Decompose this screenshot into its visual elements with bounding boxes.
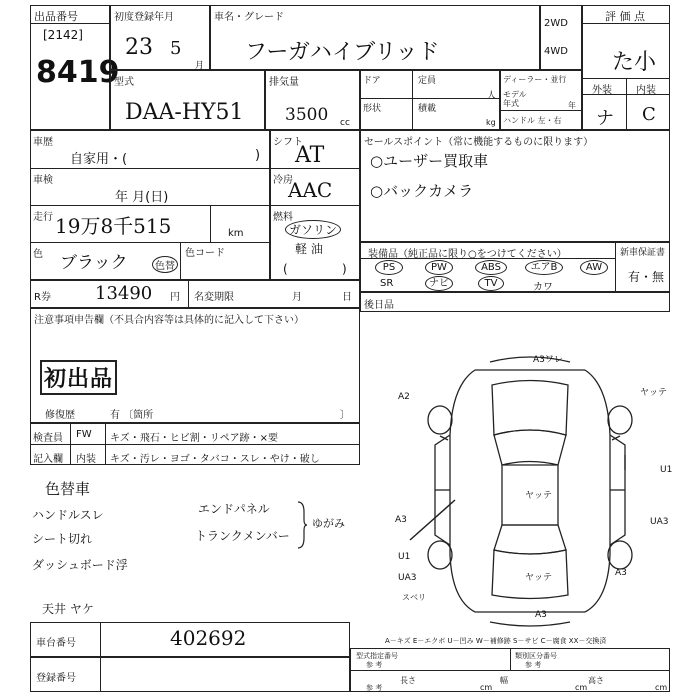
load-label: 積載 [418,104,437,114]
chassis-label: 車台番号 [36,638,76,649]
handle-label: ハンドル 左・右 [503,116,562,125]
later-box [360,292,670,312]
sales-point-1: ○ユーザー買取車 [370,152,489,170]
note-right-1: エンドパネル [198,502,270,516]
mark-slide: スベリ [402,593,426,602]
drive-4wd: 4WD [544,46,568,57]
inspector-label: 検査員 [33,433,63,444]
dealer-label: ディーラー・並行 [503,75,567,84]
mark-a3-crack: A3ワレ [533,355,563,365]
equipment-label: 装備品（純正品に限り○をつけてください） [368,249,567,260]
load-unit: kg [486,118,496,127]
equip-pw: PW [425,260,453,275]
name-label: 車名・グレード [214,12,284,23]
mark-yatte-trunk: ヤッテ [525,573,553,583]
note-bottom: 天井 ヤケ [42,602,94,616]
note-line-3: シート切れ [32,532,93,546]
shift-value: AT [295,143,325,168]
equip-ps: PS [375,260,403,275]
fuel-gasoline: ガソリン [285,220,341,239]
repair-value: 有 〔箇所 [110,410,154,421]
brace-icon [296,500,308,550]
history-close: ) [255,148,261,163]
shift-label: シフト [273,137,303,148]
disp-unit: cc [340,118,350,128]
fuel-diesel: 軽 油 [295,242,323,256]
warranty-label: 新車保証書 [620,248,666,258]
mark-ua3-right: UA3 [650,517,669,527]
equip-abs: ABS [475,260,507,275]
mark-yatte-1: ヤッテ [640,388,668,398]
dim-ref: 参 考 [366,684,383,692]
drive-2wd: 2WD [544,18,568,29]
lot-label: 出品番号 [34,10,78,23]
equip-airbag: エアB [525,260,563,275]
fw-label: FW [76,429,92,440]
deadline-day: 日 [342,292,352,303]
equip-leather: カワ [533,282,553,293]
classification-ref: 参 考 [525,661,542,669]
color-value: ブラック [60,253,128,273]
repair-label: 修復歴 [45,410,75,421]
equip-tv: TV [478,276,504,291]
history-value: 自家用・( [70,152,128,167]
interior-label: 内装 [636,85,656,96]
first-reg-year: 23 [125,35,153,60]
month-unit: 月 [195,61,205,71]
model-label: 型式 [114,77,134,88]
deadline-month: 月 [292,292,302,303]
car-diagram [380,340,680,630]
disp-value: 3500 [285,105,329,125]
width-label: 幅 [500,676,508,685]
reg-label: 登録番号 [36,673,76,684]
first-reg-month: 5 [170,38,182,59]
interior-check-label: 内装 [76,454,96,465]
history-label: 車歴 [33,137,53,148]
notes-label: 注意事項申告欄（不具合内容等は具体的に記入して下さい） [34,315,304,326]
later-label: 後日品 [364,300,394,311]
type-designation-ref: 参 考 [366,661,383,669]
note-right-2: トランクメンバー [195,529,290,543]
inspect-value: 年 月(日) [115,190,169,205]
equip-sr: SR [380,278,394,289]
ac-value: AAC [288,178,333,202]
year-unit: 年 [568,101,576,110]
color-change: 色替 [152,256,178,273]
recycle-label: R券 [34,292,51,303]
mileage-value: 19万8千515 [55,214,172,238]
disp-label: 排気量 [269,77,299,88]
mark-ua3-left: UA3 [398,573,417,583]
fw-items: キズ・飛石・ヒビ割・リペア跡・×要 [110,433,278,444]
drive-box [540,5,582,70]
capacity-unit: 人 [487,91,497,101]
reg-box [30,657,350,692]
note-line-1: 色替車 [45,480,91,498]
mileage-label: 走行 [33,212,53,223]
mileage-unit: km [228,228,244,239]
interior-value: C [642,104,656,125]
record-label: 記入欄 [33,454,63,465]
door-label: ドア [363,76,381,86]
classification-label: 類別区分番号 [515,652,557,660]
width-unit: cm [575,683,588,692]
name-value: フーガハイブリッド [245,40,440,65]
mark-yatte-roof: ヤッテ [525,491,553,501]
mark-a3-left: A3 [395,515,407,525]
chassis-value: 402692 [170,626,247,650]
damage-legend: A－キズ E－エクボ U－凹み W－補修跡 S－サビ C－腐食 XX－交換済 [385,637,607,645]
mark-u1-left: U1 [398,552,411,562]
note-line-2: ハンドルスレ [32,508,104,522]
equip-aw: AW [580,260,608,275]
repair-close: 〕 [340,410,350,421]
note-right-3: ゆがみ [312,517,345,530]
ac-label: 冷房 [273,175,293,186]
mark-a3-bottom: A3 [535,610,547,620]
exterior-value: ナ [596,108,614,129]
warranty-value: 有・無 [628,270,665,284]
fuel-label: 燃料 [273,212,293,223]
sales-point-2: ○バックカメラ [370,182,474,200]
first-reg-label: 初度登録年月 [114,12,174,23]
height-label: 高さ [588,676,604,685]
capacity-label: 定員 [418,76,437,86]
note-line-4: ダッシュボード浮 [32,558,128,572]
exterior-label: 外装 [592,85,612,96]
score-label: 評 価 点 [605,10,645,23]
deadline-label: 名変期限 [194,292,234,303]
mark-a2: A2 [398,392,410,402]
shape-label: 形状 [363,104,382,114]
height-unit: cm [655,683,668,692]
length-unit: cm [480,683,493,692]
model-value: DAA-HY51 [125,100,244,125]
mark-a3-rear: A3 [615,568,627,578]
fuel-close-paren: ) [342,262,347,276]
first-listing-stamp: 初出品 [40,360,117,395]
recycle-value: 13490 [95,283,153,304]
model-year-label: モデル年式 [503,90,527,108]
color-label: 色 [33,249,43,260]
recycle-yen: 円 [170,292,180,303]
equip-navi: ナビ [425,276,453,291]
lot-bracket: [2142] [43,28,83,42]
mark-u1-right: U1 [660,465,673,475]
score-value: た小 [612,50,657,75]
color-code-label: 色コード [185,248,225,259]
length-label: 長さ [400,676,416,685]
type-designation-label: 型式指定番号 [356,652,398,660]
interior-items: キズ・汚レ・ヨゴ・タバコ・スレ・やけ・破し [110,454,320,465]
inspect-label: 車検 [33,175,53,186]
fuel-open-paren: ( [283,262,288,276]
sales-label: セールスポイント（常に機能するものに限ります） [364,137,594,148]
lot-number: 8419 [36,55,120,90]
